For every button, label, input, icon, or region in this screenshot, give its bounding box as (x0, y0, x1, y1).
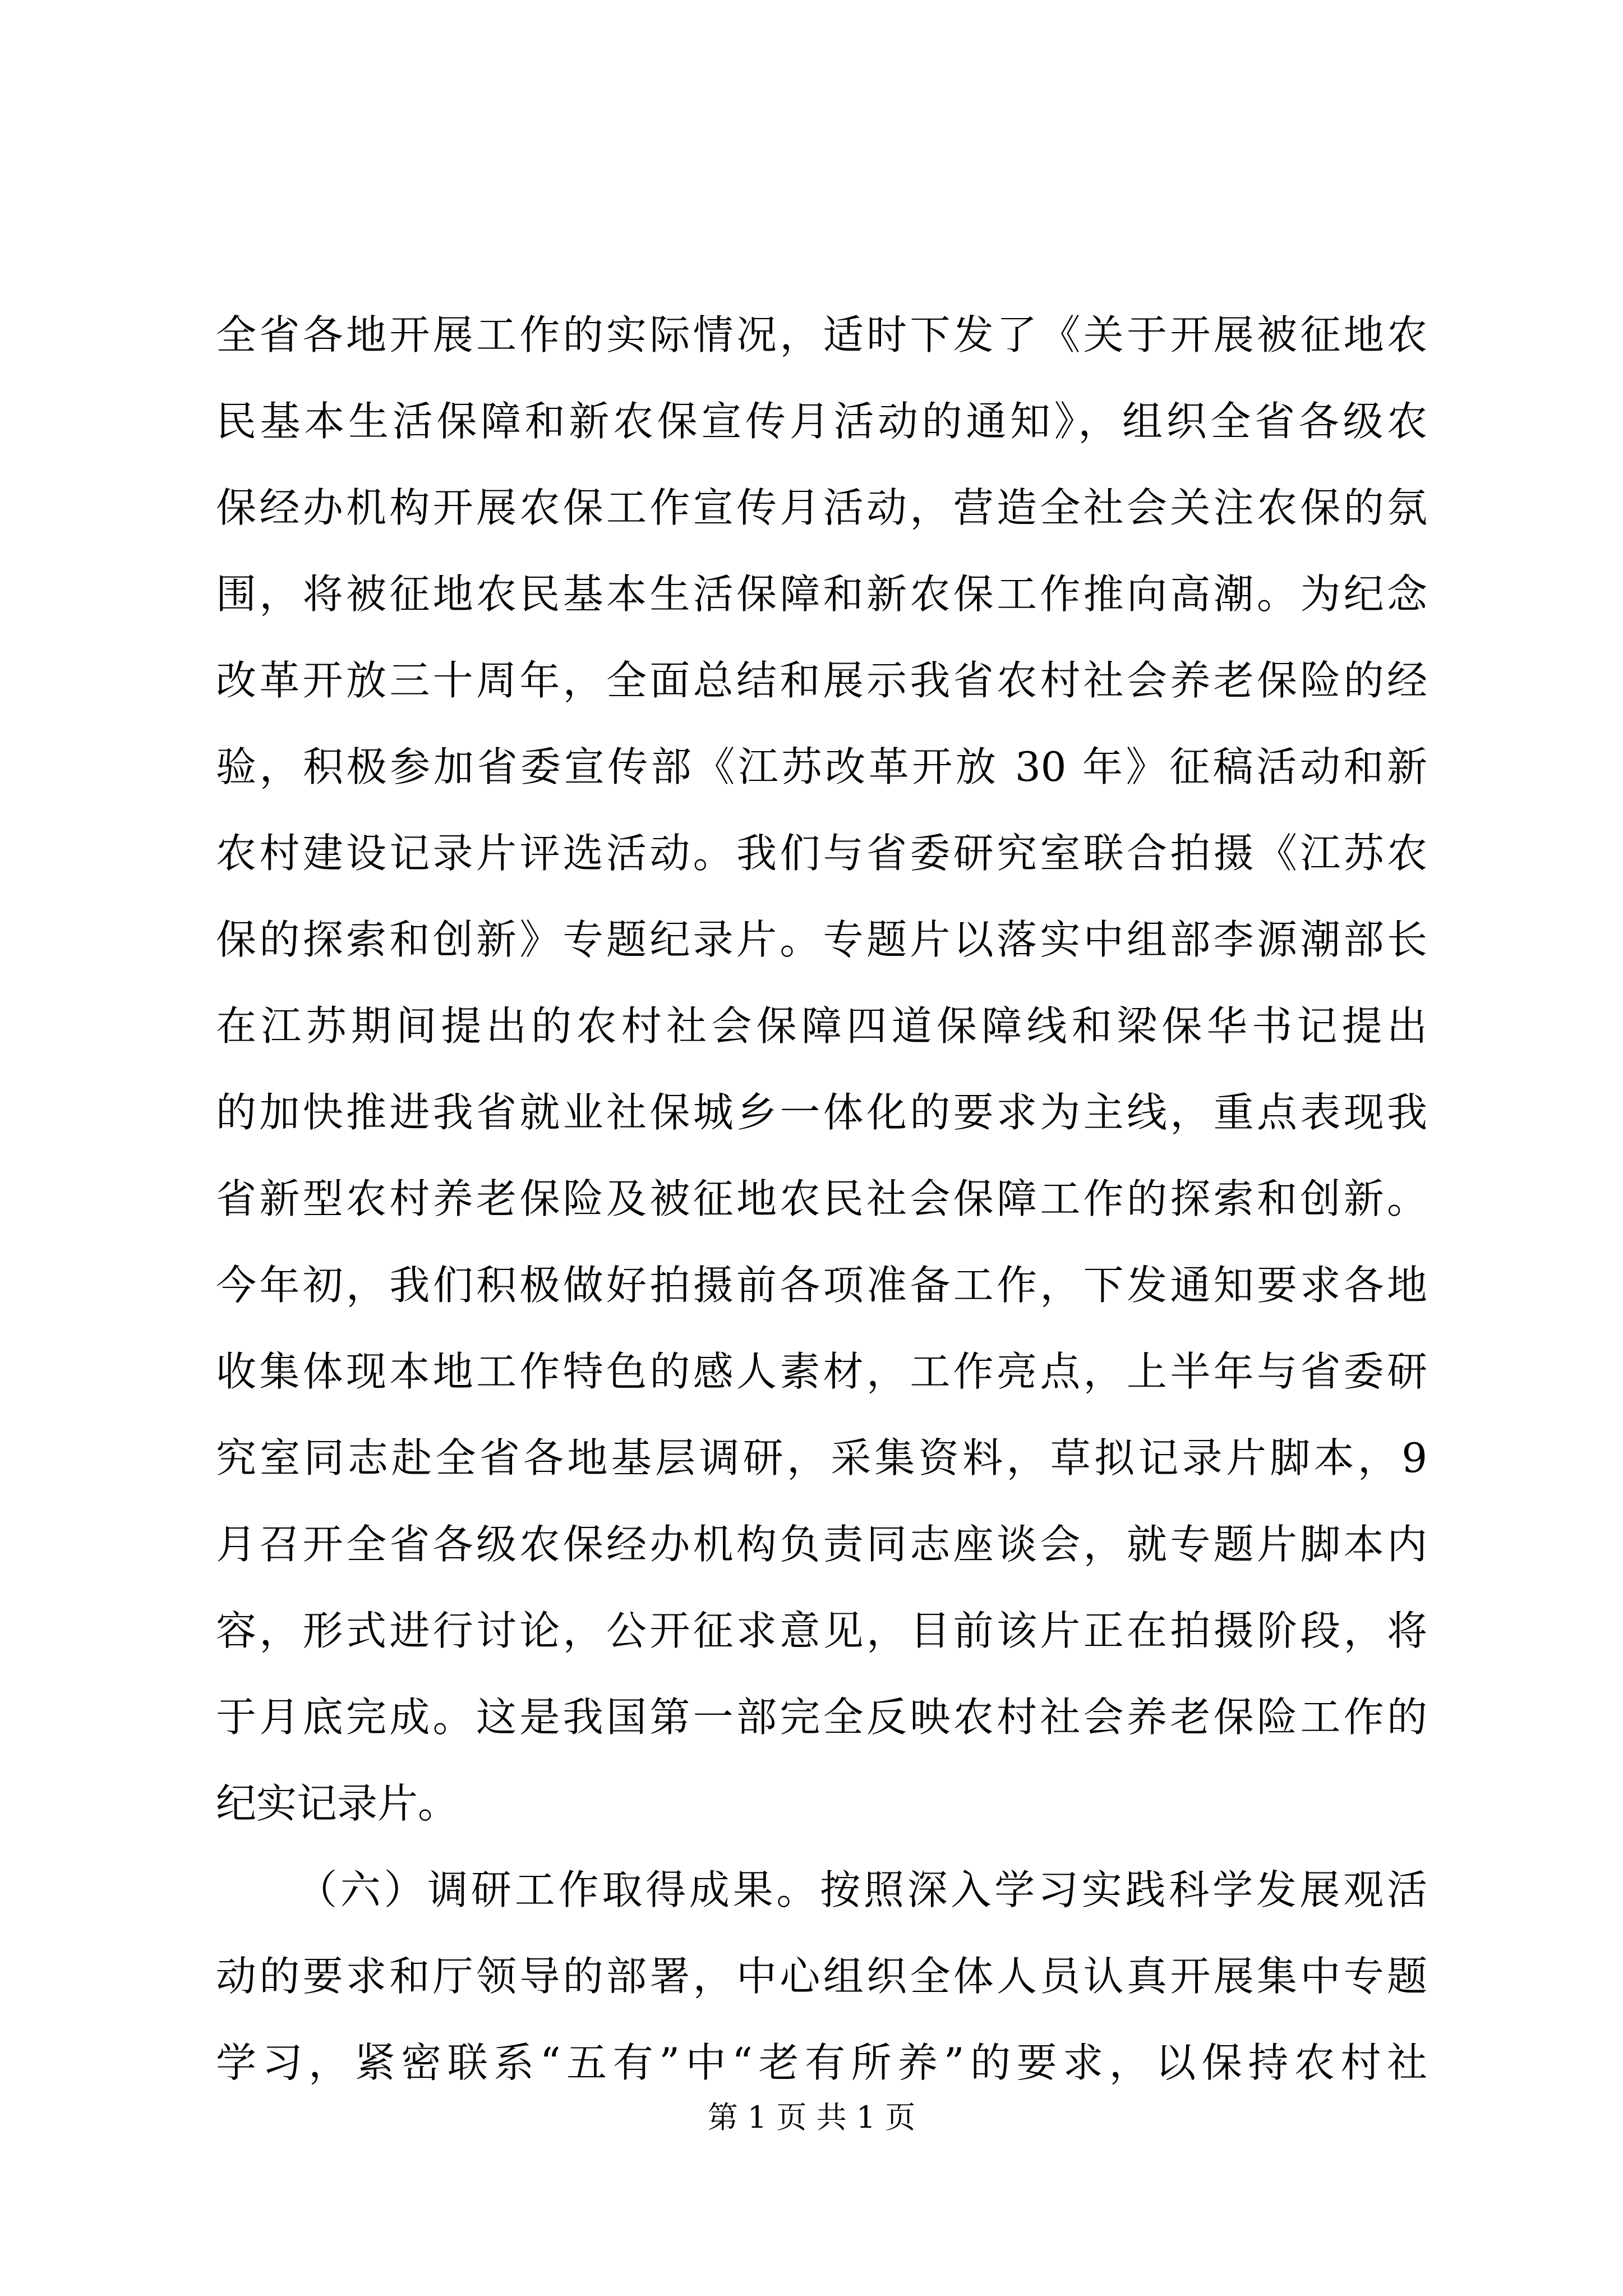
page-footer (0, 2095, 1623, 2140)
text-line: 保的探索和创新》专题纪录片。专题片以落实中组部李源潮部长 (216, 916, 1427, 963)
text-line: 农村建设记录片评选活动。我们与省委研究室联合拍摄《江苏农 (216, 830, 1427, 877)
text-line: 学习，紧密联系“五有”中“老有所养”的要求，以保持农村社 (216, 2039, 1427, 2086)
body-text (216, 292, 1427, 2106)
text-line: 究室同志赴全省各地基层调研，采集资料，草拟记录片脚本，9 (216, 1434, 1427, 1481)
section-heading-line: （六）调研工作取得成果。按照深入学习实践科学发展观活 (297, 1866, 1427, 1913)
text-line: 月召开全省各级农保经办机构负责同志座谈会，就专题片脚本内 (216, 1521, 1427, 1568)
text-line: 的加快推进我省就业社保城乡一体化的要求为主线，重点表现我 (216, 1089, 1427, 1136)
text-line: 保经办机构开展农保工作宣传月活动，营造全社会关注农保的氛 (216, 484, 1427, 531)
text-line: 今年初，我们积极做好拍摄前各项准备工作，下发通知要求各地 (216, 1262, 1427, 1309)
text-line: 全省各地开展工作的实际情况，适时下发了《关于开展被征地农 (216, 311, 1427, 358)
text-line: 省新型农村养老保险及被征地农民社会保障工作的探索和创新。 (216, 1175, 1427, 1222)
text-line: 于月底完成。这是我国第一部完全反映农村社会养老保险工作的 (216, 1694, 1427, 1741)
text-line: 民基本生活保障和新农保宣传月活动的通知》，组织全省各级农 (216, 398, 1427, 445)
text-line: 在江苏期间提出的农村社会保障四道保障线和梁保华书记提出 (216, 1002, 1427, 1050)
text-line: 围，将被征地农民基本生活保障和新农保工作推向高潮。为纪念 (216, 570, 1427, 618)
text-line: 改革开放三十周年，全面总结和展示我省农村社会养老保险的经 (216, 657, 1427, 704)
text-line: 验，积极参加省委宣传部《江苏改革开放 30 年》征稿活动和新 (216, 743, 1427, 790)
text-line: 动的要求和厅领导的部署，中心组织全体人员认真开展集中专题 (216, 1953, 1427, 2000)
text-line: 容，形式进行讨论，公开征求意见，目前该片正在拍摄阶段，将 (216, 1607, 1427, 1654)
page-number: 第 1 页 共 1 页 (707, 2100, 916, 2135)
text-line: 收集体现本地工作特色的感人素材，工作亮点，上半年与省委研 (216, 1348, 1427, 1395)
text-line: 纪实记录片。 (216, 1780, 459, 1827)
